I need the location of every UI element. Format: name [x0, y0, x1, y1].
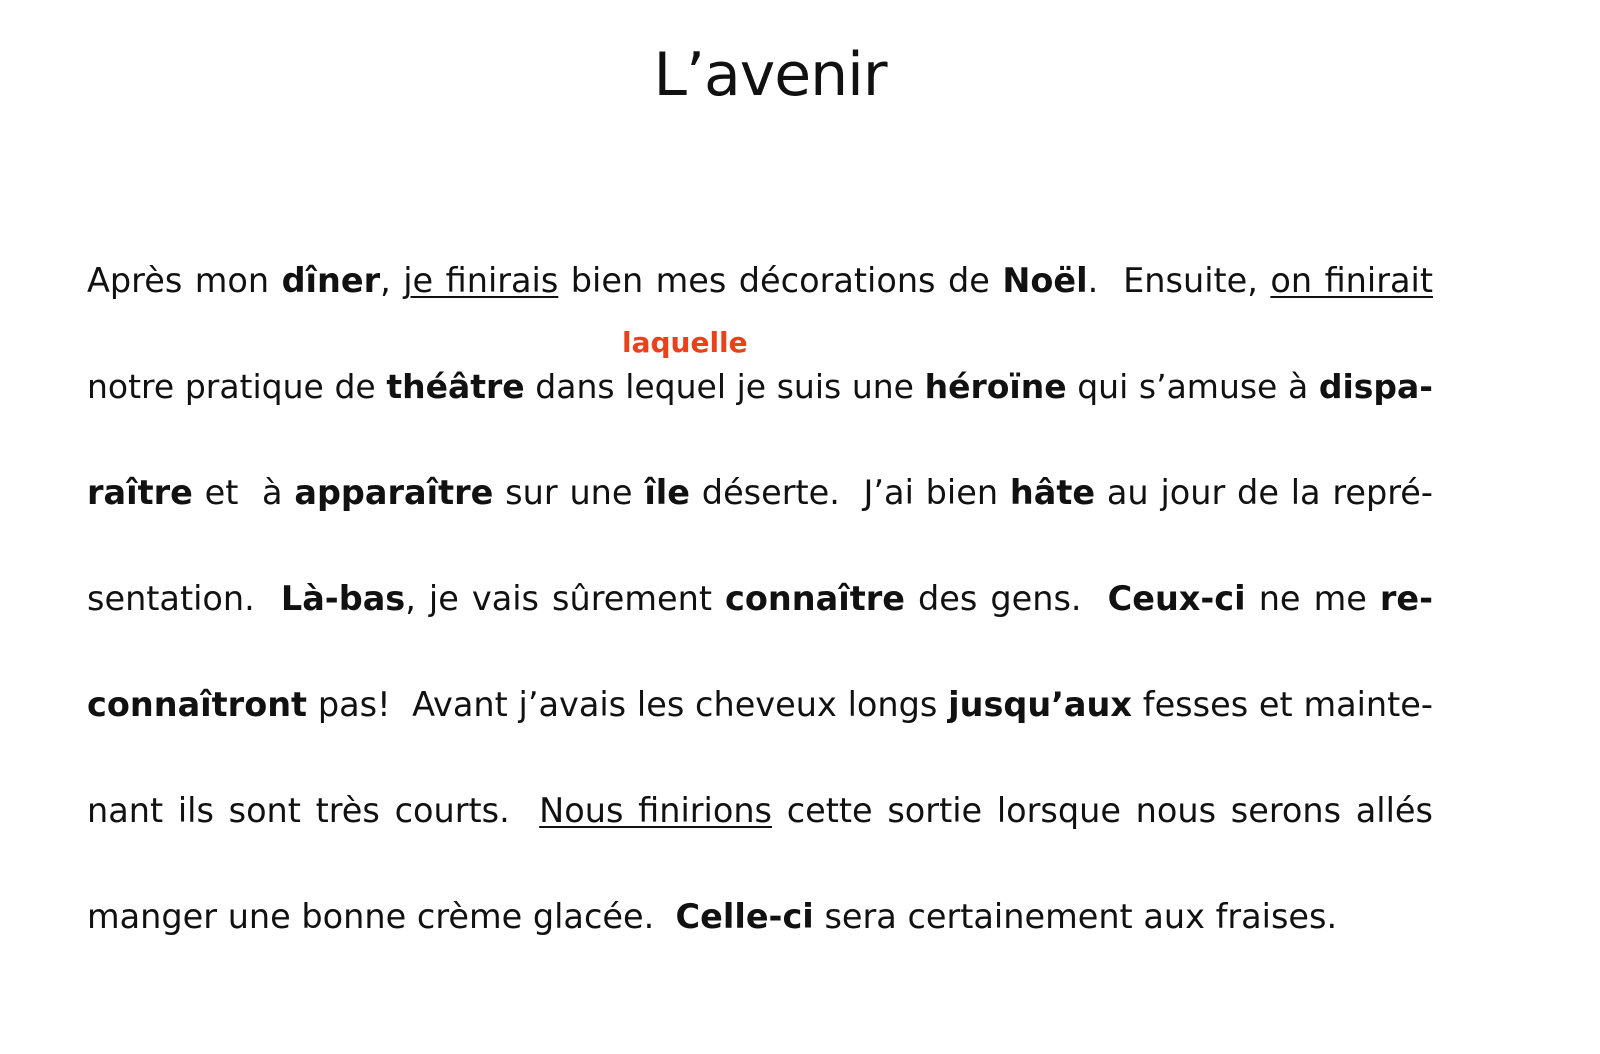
text-line-1	[87, 256, 1433, 306]
bold-word: connaître	[725, 579, 905, 618]
bold-word: théâtre	[386, 367, 525, 406]
bold-word: héroïne	[924, 367, 1067, 406]
underlined-verb: Nous finirions	[539, 791, 773, 830]
text-segment: cette sortie lorsque nous serons allés	[772, 791, 1433, 830]
text-segment: bien mes décorations de	[558, 261, 1003, 300]
text-segment: pas! Avant j’avais les cheveux longs	[307, 685, 949, 724]
text-segment: déserte. J’ai bien	[690, 473, 1010, 512]
text-line-7	[87, 892, 1433, 942]
text-segment: des gens.	[904, 579, 1108, 618]
text-line-5	[87, 680, 1433, 730]
text-segment: au jour de la repré-	[1095, 473, 1434, 512]
text-segment: , je vais sûrement	[405, 579, 726, 618]
text-segment: qui s’amuse à	[1066, 367, 1319, 406]
text-line-6	[87, 786, 1433, 836]
text-segment: et à	[192, 473, 295, 512]
bold-word: apparaître	[294, 473, 494, 512]
bold-word: dîner	[281, 261, 381, 300]
text-segment: Après mon	[87, 261, 282, 300]
text-segment: ne me	[1245, 579, 1380, 618]
text-line-3	[87, 468, 1433, 518]
bold-word: raître	[87, 473, 193, 512]
text-segment: fesses et mainte-	[1132, 685, 1433, 724]
bold-word: Celle-ci	[675, 897, 814, 936]
bold-word: re-	[1379, 579, 1434, 618]
text-segment: nant ils sont très courts.	[87, 791, 540, 830]
text-segment: dans lequel je suis une	[524, 367, 925, 406]
text-segment: ,	[380, 261, 404, 300]
text-segment: . Ensuite,	[1087, 261, 1271, 300]
text-line-4	[87, 574, 1433, 624]
underlined-verb: je finirais	[403, 261, 559, 300]
text-segment: sera certainement aux fraises.	[813, 897, 1338, 936]
bold-word: Noël	[1002, 261, 1088, 300]
page-title: L’avenir	[653, 40, 887, 110]
bold-word: connaîtront	[87, 685, 308, 724]
underlined-verb: on finirait	[1270, 261, 1433, 300]
text-segment: sentation.	[87, 579, 281, 618]
bold-word: hâte	[1009, 473, 1096, 512]
bold-word: Ceux-ci	[1107, 579, 1246, 618]
handwritten-correction: laquelle	[622, 326, 748, 359]
text-line-2	[87, 362, 1433, 412]
bold-word: jusqu’aux	[948, 685, 1132, 724]
bold-word: île	[644, 473, 691, 512]
text-segment: manger une bonne crème glacée.	[87, 897, 676, 936]
text-segment: notre pratique de	[87, 367, 387, 406]
bold-word: dispa-	[1318, 367, 1433, 406]
bold-word: Là-bas	[280, 579, 406, 618]
text-segment: sur une	[493, 473, 645, 512]
